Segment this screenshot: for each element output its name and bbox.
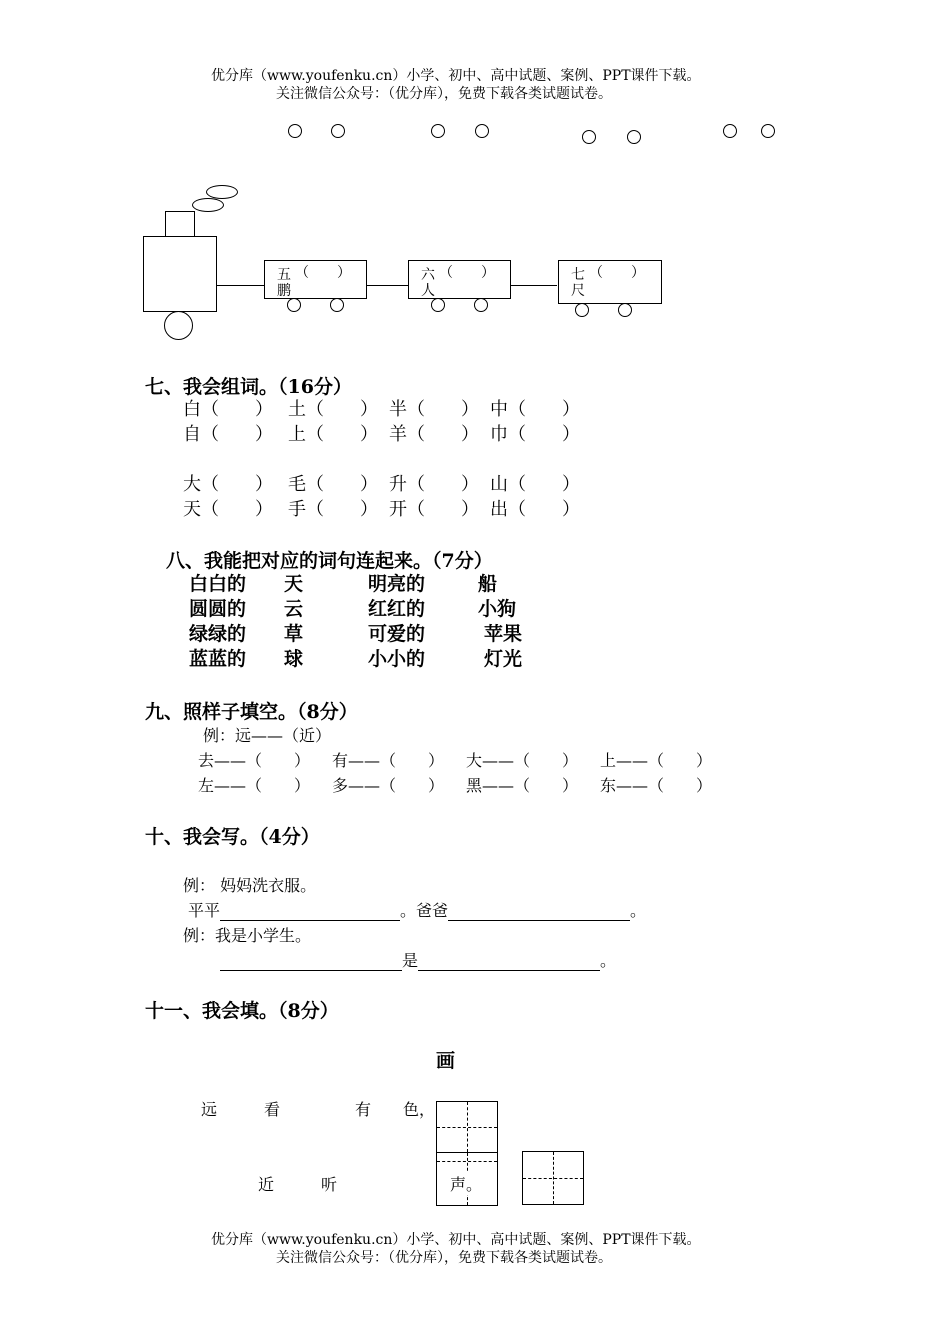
antonym-item: 去——（ ） [198, 751, 311, 770]
car-sub: 尺 [571, 283, 585, 299]
poem-char: 看 [264, 1100, 281, 1119]
word-item: 羊（ ） [389, 424, 479, 445]
section-10-line-1 [188, 898, 646, 921]
car-wheel [618, 303, 632, 317]
section-7-title: 七、我会组词。（16分） [145, 376, 352, 398]
section-10-title: 十、我会写。（4分） [145, 826, 320, 848]
poem-title: 画 [436, 1050, 456, 1072]
section-11-title: 十一、我会填。（8分） [145, 1000, 339, 1022]
train-car-2 [408, 260, 511, 299]
car-sub: 人 [421, 283, 435, 299]
connector [217, 285, 264, 286]
match-item: 小狗 [478, 598, 517, 620]
car-sub: 鹏 [277, 283, 291, 299]
word-item: 半（ ） [389, 399, 479, 420]
header-line-1: 优分库（www.youfenku.cn）小学、初中、高中试题、案例、PPT课件下载。 [211, 68, 701, 84]
poem-char: 近 [258, 1175, 275, 1194]
car-char: 七 [571, 267, 585, 283]
section-9-example: 例：远——（近） [203, 726, 332, 745]
poem-char: 色， [403, 1100, 436, 1119]
footer-line-1: 优分库（www.youfenku.cn）小学、初中、高中试题、案例、PPT课件下载。 [211, 1232, 701, 1248]
engine [143, 236, 217, 312]
word-item: 上（ ） [288, 424, 378, 445]
section-10-example-2: 例：我是小学生。 [183, 926, 312, 945]
grid-guide [467, 1102, 468, 1152]
blank-line[interactable] [220, 904, 400, 921]
antonym-item: 黑——（ ） [466, 776, 579, 795]
grid-guide [553, 1152, 554, 1204]
line1-mid: 。爸爸 [400, 901, 449, 920]
poem-char: 有 [355, 1100, 372, 1119]
chimney [165, 211, 195, 237]
antonym-item: 上——（ ） [600, 751, 713, 770]
match-item: 天 [284, 573, 304, 595]
car-wheel [287, 298, 301, 312]
match-item: 球 [284, 648, 304, 670]
circle [761, 124, 775, 138]
poem-char: 远 [201, 1100, 218, 1119]
poem-char: 声。 [450, 1172, 482, 1195]
circle [627, 130, 641, 144]
word-item: 天（ ） [183, 499, 273, 520]
train-car-1 [264, 260, 367, 299]
word-item: 土（ ） [288, 399, 378, 420]
circle [475, 124, 489, 138]
blank-line[interactable] [418, 954, 600, 971]
match-item: 云 [284, 598, 304, 620]
match-item: 圆圆的 [189, 598, 247, 620]
line2-mid: 是 [402, 951, 419, 970]
engine-wheel [164, 311, 193, 340]
word-item: 毛（ ） [288, 474, 378, 495]
circle [331, 124, 345, 138]
antonym-item: 多——（ ） [332, 776, 445, 795]
word-item: 巾（ ） [490, 424, 580, 445]
word-item: 大（ ） [183, 474, 273, 495]
match-item: 灯光 [484, 648, 523, 670]
blank-line[interactable] [220, 954, 402, 971]
section-10-line-2 [220, 948, 616, 971]
antonym-item: 有——（ ） [332, 751, 445, 770]
car-paren: （ ） [439, 265, 495, 281]
match-item: 苹果 [484, 623, 523, 645]
grid-box[interactable] [522, 1151, 584, 1205]
poem-char: 听 [321, 1175, 338, 1194]
word-item: 山（ ） [490, 474, 580, 495]
car-wheel [431, 298, 445, 312]
word-item: 中（ ） [490, 399, 580, 420]
match-item: 红红的 [368, 598, 426, 620]
car-char: 五 [277, 267, 291, 283]
antonym-item: 大——（ ） [466, 751, 579, 770]
section-10-example-1: 例： 妈妈洗衣服。 [183, 876, 317, 895]
circle [288, 124, 302, 138]
antonym-item: 左——（ ） [198, 776, 311, 795]
circle [582, 130, 596, 144]
match-item: 小小的 [368, 648, 426, 670]
word-item: 手（ ） [288, 499, 378, 520]
header-line-2: 关注微信公众号：（优分库），免费下载各类试题试卷。 [276, 86, 612, 102]
antonym-item: 东——（ ） [600, 776, 713, 795]
line1-start: 平平 [188, 901, 221, 920]
match-item: 白白的 [189, 573, 247, 595]
word-item: 开（ ） [389, 499, 479, 520]
car-wheel [474, 298, 488, 312]
grid-box[interactable] [436, 1101, 498, 1153]
blank-line[interactable] [448, 904, 630, 921]
car-wheel [330, 298, 344, 312]
line2-end: 。 [600, 951, 617, 970]
section-9-title: 九、照样子填空。（8分） [145, 701, 358, 723]
line1-end: 。 [630, 901, 647, 920]
word-item: 白（ ） [183, 399, 273, 420]
circle [431, 124, 445, 138]
match-item: 可爱的 [368, 623, 426, 645]
match-item: 船 [478, 573, 498, 595]
section-8-title: 八、我能把对应的词句连起来。（7分） [166, 550, 493, 572]
car-paren: （ ） [589, 265, 645, 281]
match-item: 蓝蓝的 [189, 648, 247, 670]
circle [723, 124, 737, 138]
car-paren: （ ） [295, 265, 351, 281]
connector [366, 285, 408, 286]
footer-line-2: 关注微信公众号：（优分库），免费下载各类试题试卷。 [276, 1250, 612, 1266]
smoke-puff [192, 198, 224, 212]
car-char: 六 [421, 267, 435, 283]
word-item: 出（ ） [490, 499, 580, 520]
smoke-puff [206, 185, 238, 199]
match-item: 草 [284, 623, 304, 645]
match-item: 绿绿的 [189, 623, 247, 645]
connector [510, 285, 557, 286]
train-car-3 [558, 260, 662, 304]
match-item: 明亮的 [368, 573, 426, 595]
word-item: 升（ ） [389, 474, 479, 495]
word-item: 自（ ） [183, 424, 273, 445]
car-wheel [575, 303, 589, 317]
